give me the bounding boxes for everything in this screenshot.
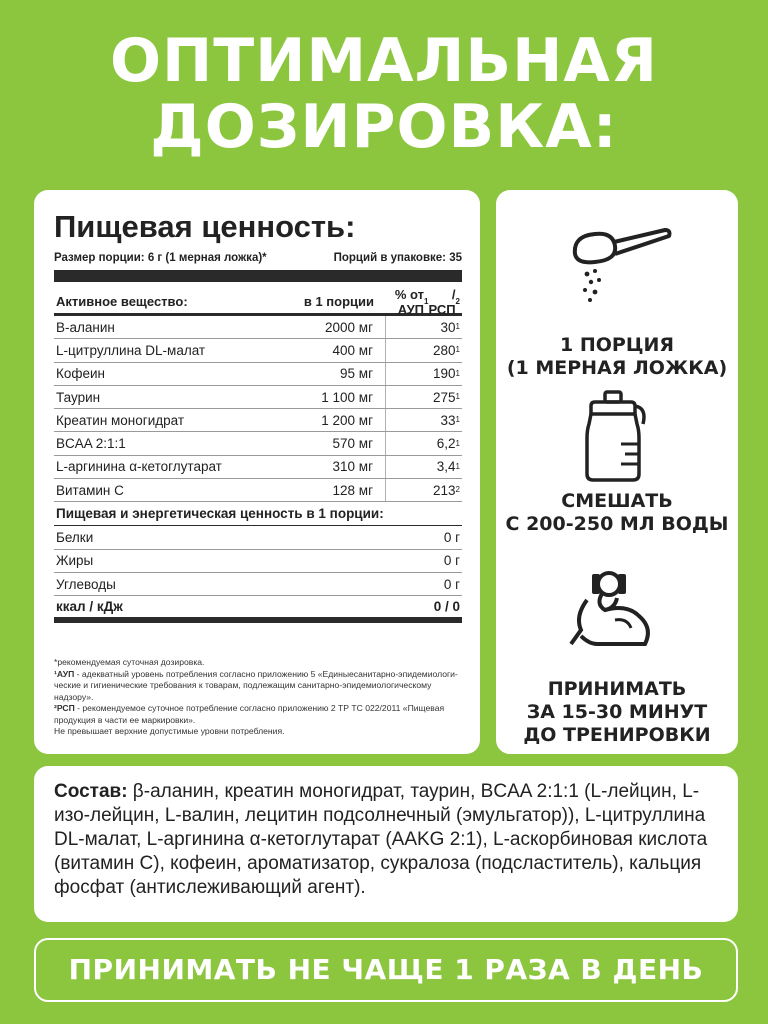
footnote-2: ¹АУП - адекватный уровень потребления согласно приложению 5 «Единыесанитарно-эпидемиологи- bbox=[54, 668, 458, 679]
step-serving-line-1: 1 ПОРЦИЯ bbox=[560, 334, 674, 356]
serving-info bbox=[54, 252, 462, 264]
nutrient-name: Углеводы bbox=[56, 576, 116, 592]
substance-amount: 2000 мг bbox=[266, 316, 386, 338]
substance-percent: 3,4 1 bbox=[436, 459, 460, 475]
servings-per-pack: Порций в упаковке: 35 bbox=[333, 252, 462, 264]
substance-name: Кофеин bbox=[56, 366, 105, 382]
table-row bbox=[54, 526, 462, 549]
substance-amount: 95 мг bbox=[266, 363, 386, 385]
step-timing bbox=[496, 564, 738, 747]
header-substance: Активное вещество: bbox=[56, 294, 188, 309]
step-mix-line-1: СМЕШАТЬ bbox=[561, 490, 673, 512]
nutrient-empty bbox=[266, 550, 386, 572]
substance-percent: 190 1 bbox=[433, 366, 460, 382]
substance-percent: 275 1 bbox=[433, 389, 460, 405]
total-empty bbox=[266, 596, 386, 617]
substance-amount: 400 мг bbox=[266, 339, 386, 361]
table-row bbox=[54, 456, 462, 479]
step-timing-line-2: ЗА 15-30 МИНУТ bbox=[526, 701, 708, 723]
substance-name: L-цитруллина DL-малат bbox=[56, 342, 206, 358]
total-value: 0 / 0 bbox=[433, 599, 460, 615]
nutrition-title: Пищевая ценность: bbox=[54, 209, 356, 244]
footnote-1: *рекомендуемая суточная дозировка. bbox=[54, 657, 205, 668]
nutrient-empty bbox=[266, 526, 386, 548]
footnote-4: Не превышает верхние допустимые уровни потребления. bbox=[54, 726, 285, 737]
total-label: ккал / кДж bbox=[56, 599, 123, 615]
composition-card bbox=[34, 766, 738, 922]
step-mix bbox=[496, 390, 738, 536]
substance-name: Креатин моногидрат bbox=[56, 412, 185, 428]
flexed-arm-icon bbox=[567, 564, 667, 656]
nutrient-empty bbox=[266, 573, 386, 595]
table-header bbox=[54, 286, 462, 317]
nutrient-amount: 0 г bbox=[443, 530, 460, 546]
substance-amount: 128 мг bbox=[266, 479, 386, 501]
step-timing-line-3: ДО ТРЕНИРОВКИ bbox=[523, 724, 711, 746]
footnote-3: ²РСП - рекомендуемое суточное потребление согласно приложению 2 ТР ТС 022/2011 «Пищевая bbox=[54, 703, 445, 714]
substance-percent: 213 2 bbox=[433, 482, 460, 498]
substance-name: Витамин С bbox=[56, 482, 124, 498]
substance-percent: 280 1 bbox=[433, 342, 460, 358]
headline bbox=[0, 28, 768, 160]
footnote-2-cont: ческие и гигиенические требования к товарам, подлежащим санитарно-эпидемиологическому надзору». bbox=[54, 680, 432, 702]
table-row bbox=[54, 409, 462, 432]
step-serving-line-2: (1 МЕРНАЯ ЛОЖКА) bbox=[506, 357, 728, 379]
substance-name: Таурин bbox=[56, 389, 101, 405]
table-row bbox=[54, 363, 462, 386]
step-serving bbox=[496, 224, 738, 380]
substance-amount: 570 мг bbox=[266, 432, 386, 454]
composition-text bbox=[54, 780, 718, 900]
table-row bbox=[54, 479, 462, 502]
substance-amount: 310 мг bbox=[266, 456, 386, 478]
header-per-serving: в 1 порции bbox=[303, 294, 374, 309]
table-row bbox=[54, 432, 462, 455]
scoop-icon bbox=[557, 224, 677, 304]
substance-name: В-аланин bbox=[56, 319, 115, 335]
table-row bbox=[54, 573, 462, 596]
substance-percent: 33 1 bbox=[440, 412, 460, 428]
nutrient-name: Жиры bbox=[56, 553, 94, 569]
table-row bbox=[54, 550, 462, 573]
composition-label: Состав: bbox=[54, 781, 128, 802]
serving-size: Размер порции: 6 г (1 мерная ложка)* bbox=[54, 252, 267, 264]
footnotes bbox=[54, 657, 462, 738]
substance-percent: 6,2 1 bbox=[436, 436, 460, 452]
headline-line-1: ОПТИМАЛЬНАЯ bbox=[110, 26, 658, 96]
nutrient-amount: 0 г bbox=[443, 553, 460, 569]
total-row bbox=[54, 596, 462, 623]
nutrition-table bbox=[54, 286, 462, 623]
nutrient-name: Белки bbox=[56, 530, 94, 546]
substance-percent: 30 1 bbox=[440, 319, 460, 335]
composition-ingredients: β-аланин, креатин моногидрат, таурин, BCAA 2:1:1 (L-лейцин, L-изо-лейцин, L-валин, лецитин подсолнечный (эмульгатор)), L-цитруллина DL-малат, L-аргинина α-кетоглутарат (AAKG 2:1), L-аскорбиновая кислота (витамин С), кофеин, ароматизатор, сукралоза (подсластитель), кальция фосфат (антислеживающий агент). bbox=[54, 781, 708, 898]
header-percent: % от АУП 1 /РСП 2 bbox=[394, 286, 460, 317]
daily-limit-banner: ПРИНИМАТЬ НЕ ЧАЩЕ 1 РАЗА В ДЕНЬ bbox=[34, 938, 738, 1002]
headline-line-2: ДОЗИРОВКА: bbox=[150, 92, 618, 162]
thick-divider bbox=[54, 270, 462, 282]
usage-steps-card bbox=[496, 190, 738, 754]
nutrient-amount: 0 г bbox=[443, 576, 460, 592]
substance-name: L-аргинина α-кетоглутарат bbox=[56, 459, 222, 475]
step-timing-line-1: ПРИНИМАТЬ bbox=[547, 678, 687, 700]
table-row bbox=[54, 339, 462, 362]
substance-amount: 1 200 мг bbox=[266, 409, 386, 431]
nutrition-facts-card bbox=[34, 190, 480, 754]
table-row bbox=[54, 386, 462, 409]
energy-section-title: Пищевая и энергетическая ценность в 1 порции: bbox=[54, 502, 462, 526]
shaker-icon bbox=[577, 390, 657, 482]
footnote-3-cont: продукция в части ее маркировки». bbox=[54, 714, 196, 725]
step-mix-line-2: С 200-250 МЛ ВОДЫ bbox=[505, 513, 729, 535]
substance-name: BCAA 2:1:1 bbox=[56, 436, 126, 452]
substance-amount: 1 100 мг bbox=[266, 386, 386, 408]
table-row bbox=[54, 316, 462, 339]
